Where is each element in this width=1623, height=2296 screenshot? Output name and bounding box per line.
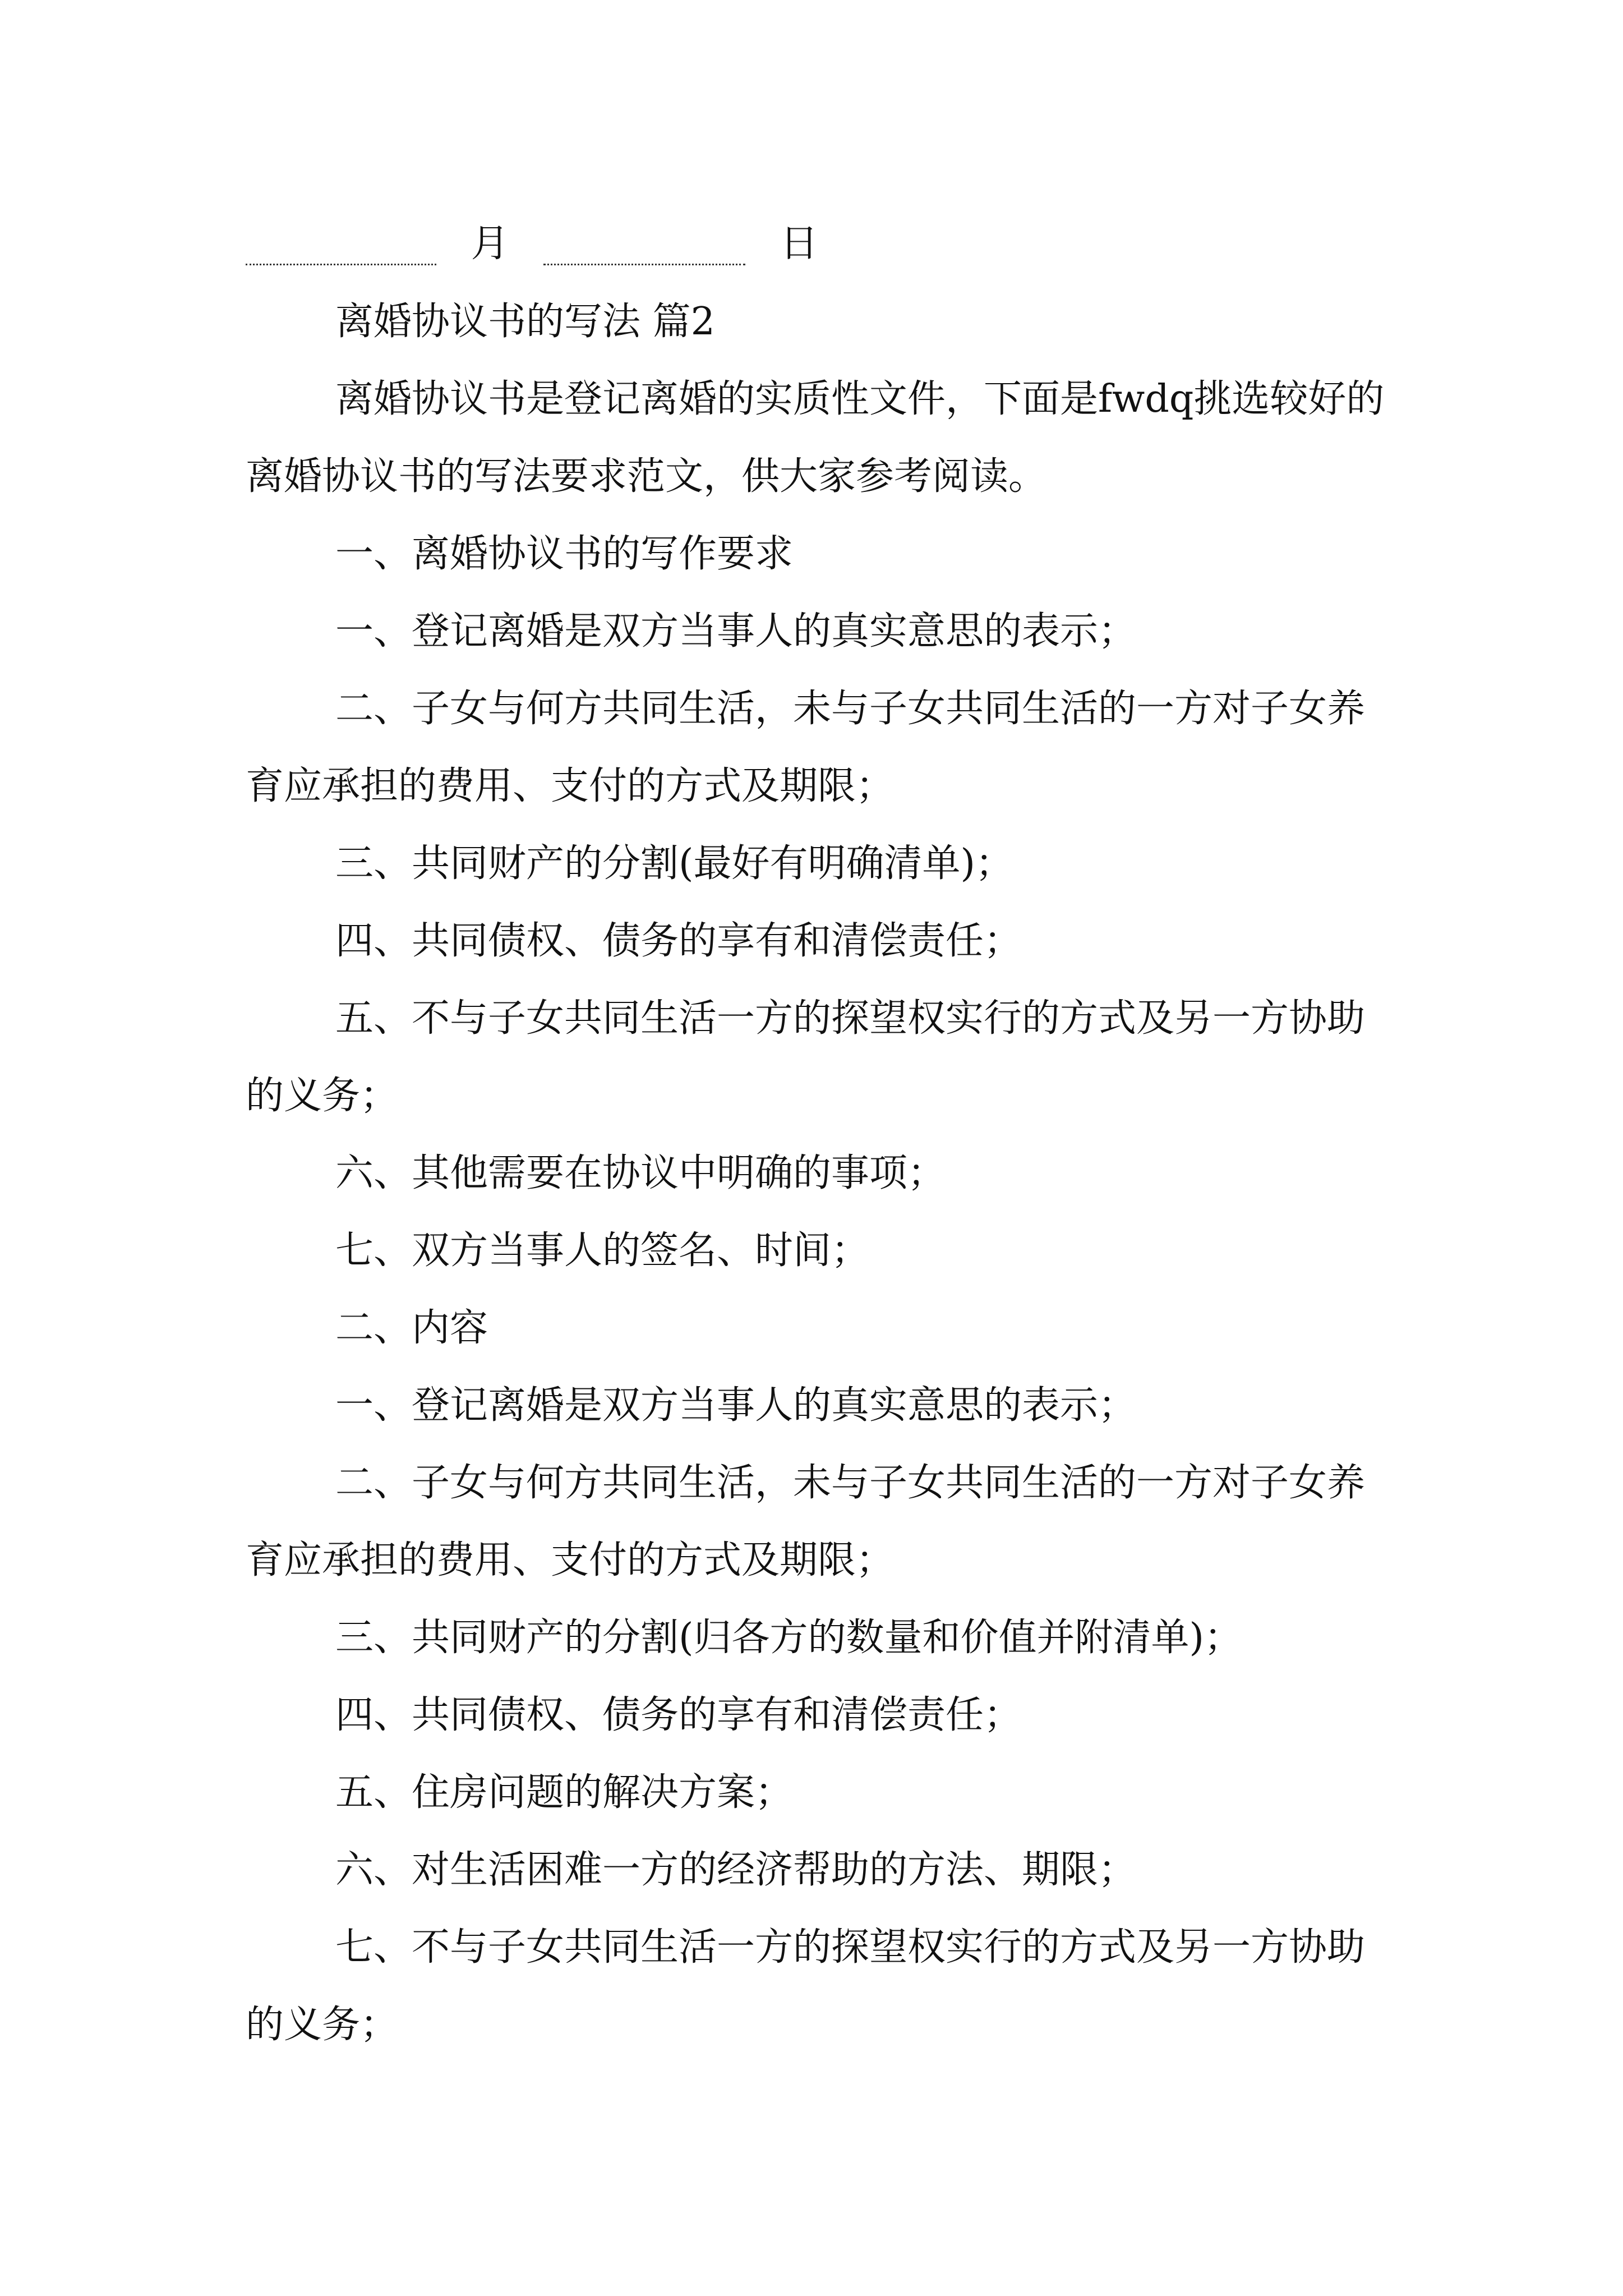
requirement-item: 七、双方当事人的签名、时间； xyxy=(335,1228,870,1273)
requirement-item: 六、其他需要在协议中明确的事项； xyxy=(335,1151,946,1195)
content-item: 五、住房问题的解决方案； xyxy=(335,1770,794,1815)
requirement-item: 五、不与子女共同生活一方的探望权实行的方式及另一方协助的义务； xyxy=(246,996,1366,1118)
content-item: 四、共同债权、债务的享有和清偿责任； xyxy=(335,1693,1022,1737)
content-item: 六、对生活困难一方的经济帮助的方法、期限； xyxy=(335,1848,1137,1892)
day-blank xyxy=(543,224,745,265)
intro-paragraph: 离婚协议书是登记离婚的实质性文件，下面是fwdq挑选较好的离婚协议书的写法要求范文，供大家参考阅读。 xyxy=(246,377,1385,499)
requirement-item: 三、共同财产的分割(最好有明确清单)； xyxy=(335,841,1014,886)
requirement-item: 二、子女与何方共同生活，未与子女共同生活的一方对子女养育应承担的费用、支付的方式及期限； xyxy=(246,687,1366,808)
content-item: 一、登记离婚是双方当事人的真实意思的表示； xyxy=(335,1383,1137,1428)
heading-requirements: 一、离婚协议书的写作要求 xyxy=(335,532,794,576)
document-body xyxy=(246,216,1390,2064)
month-blank xyxy=(246,224,436,265)
content-item: 三、共同财产的分割(归各方的数量和价值并附清单)； xyxy=(335,1616,1243,1660)
date-line xyxy=(246,216,1390,283)
requirement-item: 一、登记离婚是双方当事人的真实意思的表示； xyxy=(335,609,1137,654)
heading-content: 二、内容 xyxy=(335,1306,488,1350)
content-item: 七、不与子女共同生活一方的探望权实行的方式及另一方协助的义务； xyxy=(246,1925,1366,2047)
section-title: 离婚协议书的写法 篇2 xyxy=(335,300,715,344)
requirement-item: 四、共同债权、债务的享有和清偿责任； xyxy=(335,919,1022,963)
month-label: 月 xyxy=(471,222,509,266)
content-item: 二、子女与何方共同生活，未与子女共同生活的一方对子女养育应承担的费用、支付的方式及期限； xyxy=(246,1461,1366,1582)
day-label: 日 xyxy=(780,222,818,266)
